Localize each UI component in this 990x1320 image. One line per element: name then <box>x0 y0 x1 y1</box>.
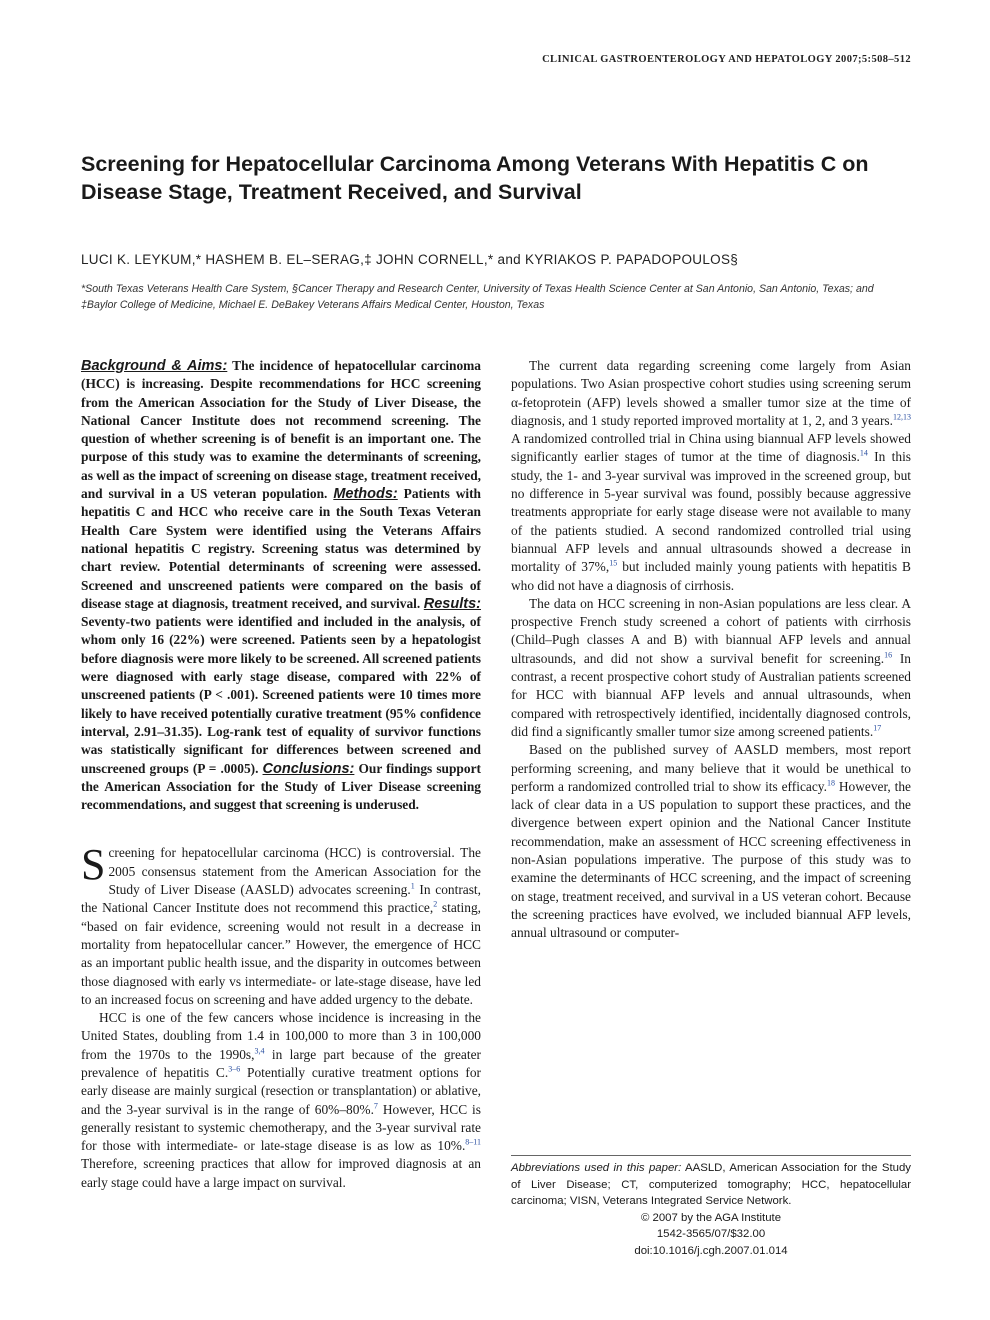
abstract-background-text: The incidence of hepatocellular carcinoma (HCC) is increasing. Despite recommendations for HCC screening from the American Association for the Study of Liver Disease, the National Cancer Institute does not recommend screening. The question of whether screening is of benefit is an important one. The purpose of this study was to examine the determinants of screening, as well as the impact of screening on disease stage, treatment received, and survival in a US veteran population. <box>81 358 482 502</box>
footnote <box>511 1155 911 1259</box>
body-text-right <box>511 357 911 943</box>
body-paragraph: HCC is one of the few cancers whose incidence is increasing in the United States, doubling from 1.4 in 100,000 to more than 3 in 100,000 from the 1970s to the 1990s,$^{3,4}$ in large part because of the greater prevalence of hepatitis C.$^{3-6}$ Potentially curative treatment options for early disease are mainly surgical (resection or transplantation) or ablative, and the 3-year survival is in the range of 60%–80%.$^7$ However, HCC is generally resistant to systemic chemotherapy, and the 3-year survival rate for those with intermediate- or late-stage disease is as low as 10%.$^{8-11}$ Therefore, screening practices that allow for improved diagnosis at an early stage could have a large impact on survival. <box>81 1010 481 1190</box>
abstract-methods-text: Patients with hepatitis C and HCC who receive care in the South Texas Veteran Health Care System were identified using the Veterans Affairs national hepatitis C registry. Screening status was determined by chart review. Potential determinants of screening were assessed. Screened and unscreened patients were compared on the basis of disease stage at diagnosis, treatment received, and survival. <box>81 486 481 611</box>
body-text-left <box>81 840 481 1192</box>
issn-line: 1542-3565/07/$32.00 <box>656 1228 766 1240</box>
reference-link[interactable]: 8–11 <box>465 1137 481 1147</box>
abstract-background-heading: Background & Aims: <box>81 358 228 374</box>
doi-link[interactable]: doi:10.1016/j.cgh.2007.01.014 <box>634 1244 788 1257</box>
reference-link[interactable]: 2 <box>433 899 438 909</box>
body-paragraph: The current data regarding screening come largely from Asian populations. Two Asian prospective cohort studies using screening serum α-fetoprotein (AFP) levels showed a smaller tumor size at the time of diagnosis, and 1 study reported improved mortality at 1, 2, and 3 years.$^{12,13}$ A randomized controlled trial in China using biannual AFP levels showed significantly earlier stages of tumor at the time of diagnosis.$^{14}$ In this study, the 1- and 3-year survival was improved in the screened group, but no difference in 5-year survival was found, possibly because aggressive treatments appropriate for early stage disease were not available to many of the patients studied. A second randomized controlled trial using biannual AFP levels and annual ultrasounds showed a decrease in mortality of 37%,$^{15}$ but included mainly young patients with hepatitis B who did not have a diagnosis of cirrhosis. <box>511 358 911 593</box>
left-column <box>81 357 481 1192</box>
author-affiliations: *South Texas Veterans Health Care System, §Cancer Therapy and Research Center, University of Texas Health Science Center at San Antonio, San Antonio, Texas; and ‡Baylor College of Medicine, Michael E. DeBakey Veterans Affairs Medical Center, Houston, Texas <box>81 283 874 311</box>
reference-link[interactable]: 16 <box>884 650 893 660</box>
abbreviations-note <box>511 1160 911 1210</box>
reference-link[interactable]: 1 <box>410 881 415 891</box>
journal-header: CLINICAL GASTROENTEROLOGY AND HEPATOLOGY 2007;5:508–512 <box>542 54 911 65</box>
abstract-conclusions-heading: Conclusions: <box>262 760 355 777</box>
abbreviations-label: Abbreviations used in this paper: <box>511 1162 682 1174</box>
reference-link[interactable]: 15 <box>609 558 618 568</box>
abstract-methods-heading: Methods: <box>333 486 398 503</box>
reference-link[interactable]: 7 <box>373 1101 378 1111</box>
abstract <box>81 357 481 814</box>
reference-link[interactable]: 18 <box>826 778 835 788</box>
article-title: Screening for Hepatocellular Carcinoma Among Veterans With Hepatitis C on Disease Stage, Treatment Received, and Survival <box>81 152 869 204</box>
abstract-conclusions-text: Our findings support the American Association for the Study of Liver Disease screening recommendations, and suggest that screening is underused. <box>81 760 481 813</box>
copyright-line: © 2007 by the AGA Institute <box>640 1211 782 1224</box>
author-list: LUCI K. LEYKUM,* HASHEM B. EL–SERAG,‡ JOHN CORNELL,* and KYRIAKOS P. PAPADOPOULOS§ <box>81 252 739 267</box>
reference-link[interactable]: 12,13 <box>893 412 911 422</box>
reference-link[interactable]: 14 <box>859 449 868 459</box>
drop-cap: S <box>81 840 106 890</box>
abbreviations-text: AASLD, American Association for the Study of Liver Disease; CT, computerized tomography; HCC, hepatocellular carcinoma; VISN, Veterans Integrated Service Network. <box>511 1162 911 1207</box>
body-paragraph: Screening for hepatocellular carcinoma (HCC) is controversial. The 2005 consensus statement from the American Association for the Study of Liver Disease (AASLD) advocates screening.$^1$ In contrast, the National Cancer Institute does not recommend this practice,$^2$ stating, “based on fair evidence, screening would not result in a decrease in mortality from hepatocellular cancer.” However, the emergence of HCC as an important public health issue, and the disparity in outcomes between those diagnosed with early vs intermediate- or late-stage disease, have led to an increased focus on screening and have added urgency to the debate. <box>81 840 481 1007</box>
right-column <box>511 357 911 943</box>
abstract-results-text: Seventy-two patients were identified and included in the analysis, of whom only 16 (22%) were screened. Patients seen by a hepatologist before diagnosis were more likely to be screened. All screened patients were diagnosed with early stage disease, compared with 22% of unscreened patients (P < .001). Screened patients were 10 times more likely to have received potentially curative treatment (95% confidence interval, 2.91–31.35). Log-rank test of equality of survivor functions was statistically significant for differences between screened and unscreened groups (P = .0005). <box>81 614 481 776</box>
reference-link[interactable]: 3,4 <box>254 1046 265 1056</box>
reference-link[interactable]: 3–6 <box>228 1064 241 1074</box>
reference-link[interactable]: 17 <box>873 723 882 733</box>
body-paragraph: The data on HCC screening in non-Asian populations are less clear. A prospective French study screened a cohort of patients with cirrhosis (Child–Pugh classes A and B) with biannual AFP levels and annual ultrasounds, and did not show a survival benefit for screening.$^{16}$ In contrast, a recent prospective cohort study of Australian patients screened for HCC with biannual AFP levels and annual ultrasounds, when compared with retrospectively identified, incidentally diagnosed controls, did find a significantly smaller tumor size among screened patients.$^{17}$ <box>511 595 911 739</box>
abstract-results-heading: Results: <box>423 595 481 612</box>
body-paragraph: Based on the published survey of AASLD members, most report performing screening, and many believe that it would be unethical to perform a randomized controlled trial to show its efficacy.$^{18}$ However, the lack of clear data in a US population to support these practices, and the divergence between expert opinion and the National Cancer Institute recommendation, make an assessment of HCC screening effectiveness in non-Asian populations imperative. The purpose of this study was to examine the determinants of HCC screening, and the impact of screening on stage, treatment received, and survival in a US veteran cohort. Because the screening practices have evolved, we included biannual AFP levels, annual ultrasound or computer- <box>511 742 912 941</box>
